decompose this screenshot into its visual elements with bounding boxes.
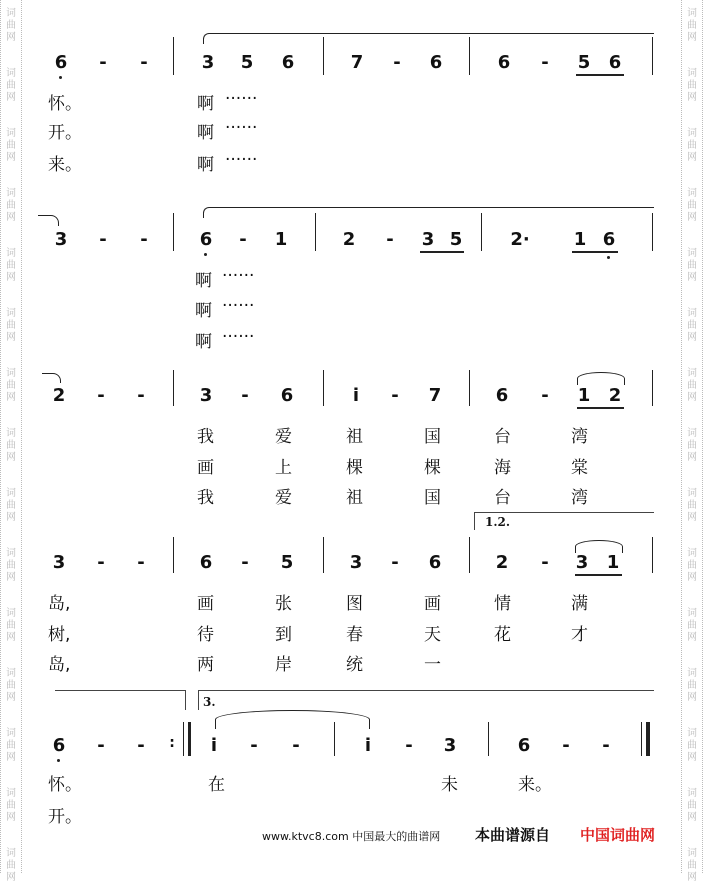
barline — [173, 37, 174, 75]
lyric: 岛, — [48, 655, 71, 675]
watermark-text: 词 曲 网 — [687, 188, 697, 223]
note: 5 — [449, 229, 463, 250]
note: 3 — [201, 52, 215, 73]
note: 6 — [497, 52, 511, 73]
watermark-text: 词 曲 网 — [687, 308, 697, 343]
note: 6 — [281, 52, 295, 73]
watermark-text: 词 曲 网 — [6, 8, 16, 43]
note: i — [364, 735, 372, 756]
lyric: 一 — [424, 655, 441, 675]
watermark-text: 词 曲 网 — [687, 488, 697, 523]
lyric: 我 — [197, 488, 214, 508]
barline — [652, 370, 653, 406]
barline — [323, 370, 324, 406]
barline — [315, 213, 316, 251]
watermark-text: 词 曲 网 — [687, 788, 697, 823]
source-label: 本曲谱源自 — [475, 826, 551, 844]
note: 6 — [608, 52, 622, 73]
note: 3 — [52, 552, 66, 573]
volta-bracket — [198, 690, 654, 691]
lyric: 祖 — [346, 427, 363, 447]
note: 7 — [350, 52, 364, 73]
lyric: 怀。 — [48, 94, 82, 114]
volta-label: 1.2. — [485, 515, 511, 529]
note: - — [541, 552, 549, 573]
note: - — [541, 52, 549, 73]
left-watermark-strip — [0, 0, 22, 883]
note: 6 — [52, 735, 66, 756]
note: - — [97, 735, 105, 756]
lyric: 棵 — [346, 458, 363, 478]
barline — [481, 213, 482, 251]
repeat-sign: : — [169, 735, 175, 751]
lyric: ······ — [222, 266, 255, 286]
lyric: 上 — [275, 458, 292, 478]
underline — [575, 574, 622, 576]
barline — [323, 37, 324, 75]
watermark-text: 词 曲 网 — [687, 548, 697, 583]
watermark-text: 词 曲 网 — [687, 608, 697, 643]
note: 6 — [429, 52, 443, 73]
lyric: 两 — [197, 655, 214, 675]
watermark-text: 词 曲 网 — [6, 488, 16, 523]
final-barline — [641, 722, 642, 756]
barline — [652, 37, 653, 75]
lyric: 台 — [494, 427, 511, 447]
note: 3 — [199, 385, 213, 406]
note: - — [391, 385, 399, 406]
lyric: 来。 — [48, 155, 82, 175]
lyric: ······ — [225, 150, 258, 170]
watermark-text: 词 曲 网 — [6, 548, 16, 583]
watermark-text: 词 曲 网 — [6, 668, 16, 703]
note: 5 — [577, 52, 591, 73]
lyric: 爱 — [275, 488, 292, 508]
lyric: ······ — [222, 327, 255, 347]
note: 3 — [443, 735, 457, 756]
note: - — [137, 385, 145, 406]
lyric: 爱 — [275, 427, 292, 447]
barline — [488, 722, 489, 756]
lyric: 画 — [197, 594, 214, 614]
note: 1 — [577, 385, 591, 406]
lyric: 来。 — [518, 775, 552, 795]
note: 2 — [608, 385, 622, 406]
note: - — [405, 735, 413, 756]
lyric: 啊 — [197, 123, 214, 143]
note: - — [140, 52, 148, 73]
note: 7 — [428, 385, 442, 406]
watermark-text: 词 曲 网 — [6, 428, 16, 463]
underline — [576, 74, 624, 76]
lyric: 湾 — [571, 427, 588, 447]
note: 3 — [54, 229, 68, 250]
lyric: 祖 — [346, 488, 363, 508]
underline — [577, 407, 624, 409]
note: 1 — [606, 552, 620, 573]
barline — [173, 370, 174, 406]
brand-name[interactable]: 中国词曲网 — [580, 826, 656, 844]
note: - — [99, 229, 107, 250]
watermark-text: 词 曲 网 — [687, 68, 697, 103]
barline — [469, 370, 470, 406]
lyric: 湾 — [571, 488, 588, 508]
note: 6 — [602, 229, 616, 250]
watermark-text: 词 曲 网 — [6, 308, 16, 343]
note: - — [97, 552, 105, 573]
note: 3 — [421, 229, 435, 250]
low-octave-dot — [59, 76, 62, 79]
note: - — [541, 385, 549, 406]
lyric: 统 — [346, 655, 363, 675]
note: 3 — [349, 552, 363, 573]
note: 6 — [199, 552, 213, 573]
note: 5 — [280, 552, 294, 573]
volta-bracket — [185, 690, 186, 710]
note: 3 — [575, 552, 589, 573]
note: - — [391, 552, 399, 573]
lyric: 岸 — [275, 655, 292, 675]
lyric: 棠 — [571, 458, 588, 478]
barline — [652, 537, 653, 573]
final-barline — [646, 722, 650, 756]
note: i — [352, 385, 360, 406]
lyric: 画 — [197, 458, 214, 478]
lyric: 啊 — [195, 301, 212, 321]
note: - — [562, 735, 570, 756]
lyric: 春 — [346, 625, 363, 645]
watermark-text: 词 曲 网 — [687, 668, 697, 703]
note: 6 — [199, 229, 213, 250]
low-octave-dot — [204, 253, 207, 256]
note: - — [239, 229, 247, 250]
note: 2· — [510, 229, 530, 250]
note: - — [97, 385, 105, 406]
tie — [42, 373, 61, 383]
note: - — [393, 52, 401, 73]
watermark-text: 词 曲 网 — [687, 8, 697, 43]
note: 2 — [52, 385, 66, 406]
volta-bracket — [474, 512, 654, 513]
lyric: ······ — [222, 296, 255, 316]
lyric: 天 — [424, 625, 441, 645]
lyric: 啊 — [197, 94, 214, 114]
lyric: 怀。 — [48, 775, 82, 795]
watermark-text: 词 曲 网 — [6, 68, 16, 103]
lyric: 到 — [275, 625, 292, 645]
lyric: 我 — [197, 427, 214, 447]
note: - — [140, 229, 148, 250]
volta-bracket — [55, 690, 185, 691]
lyric: 花 — [494, 625, 511, 645]
note: - — [241, 552, 249, 573]
barline — [469, 537, 470, 573]
note: 6 — [280, 385, 294, 406]
lyric: 张 — [275, 594, 292, 614]
note: - — [137, 552, 145, 573]
watermark-text: 词 曲 网 — [6, 608, 16, 643]
slur — [577, 372, 625, 385]
lyric: 满 — [571, 594, 588, 614]
note: 2 — [495, 552, 509, 573]
barline — [173, 537, 174, 573]
watermark-text: 词 曲 网 — [687, 728, 697, 763]
lyric: 国 — [424, 488, 441, 508]
lyric: ······ — [225, 89, 258, 109]
watermark-text: 词 曲 网 — [687, 248, 697, 283]
note: i — [210, 735, 218, 756]
lyric: 树, — [48, 625, 71, 645]
lyric: 啊 — [195, 271, 212, 291]
note: 1 — [274, 229, 288, 250]
note: - — [602, 735, 610, 756]
lyric: 才 — [571, 625, 588, 645]
watermark-text: 词 曲 网 — [6, 728, 16, 763]
note: 2 — [342, 229, 356, 250]
low-octave-dot — [607, 256, 610, 259]
watermark-text: 词 曲 网 — [6, 188, 16, 223]
lyric: 棵 — [424, 458, 441, 478]
tie — [38, 215, 59, 226]
volta-bracket — [474, 512, 475, 530]
barline — [334, 722, 335, 756]
lyric: 国 — [424, 427, 441, 447]
watermark-text: 词 曲 网 — [687, 848, 697, 883]
lyric: 图 — [346, 594, 363, 614]
lyric: 开。 — [48, 807, 82, 827]
lyric: 啊 — [195, 332, 212, 352]
barline — [188, 722, 191, 756]
barline — [652, 213, 653, 251]
watermark-text: 词 曲 网 — [6, 368, 16, 403]
slur — [215, 710, 370, 729]
note: - — [99, 52, 107, 73]
watermark-text: 词 曲 网 — [6, 128, 16, 163]
note: 6 — [495, 385, 509, 406]
note: - — [241, 385, 249, 406]
barline — [183, 722, 184, 756]
lyric: 在 — [208, 775, 225, 795]
lyric: 海 — [494, 458, 511, 478]
watermark-text: 词 曲 网 — [687, 128, 697, 163]
note: 6 — [428, 552, 442, 573]
watermark-text: 词 曲 网 — [6, 848, 16, 883]
lyric: ······ — [225, 118, 258, 138]
low-octave-dot — [57, 759, 60, 762]
lyric: 未 — [441, 775, 458, 795]
volta-label: 3. — [203, 695, 216, 709]
watermark-text: 词 曲 网 — [687, 368, 697, 403]
lyric: 啊 — [197, 155, 214, 175]
note: 6 — [517, 735, 531, 756]
underline — [572, 251, 618, 253]
note: 5 — [240, 52, 254, 73]
lyric: 开。 — [48, 123, 82, 143]
note: - — [386, 229, 394, 250]
note: 1 — [573, 229, 587, 250]
barline — [469, 37, 470, 75]
lyric: 情 — [494, 594, 511, 614]
site-credit: www.ktvc8.com 中国最大的曲谱网 — [262, 830, 441, 843]
lyric: 岛, — [48, 594, 71, 614]
note: - — [250, 735, 258, 756]
right-watermark-strip — [681, 0, 703, 883]
underline — [420, 251, 464, 253]
barline — [173, 213, 174, 251]
watermark-text: 词 曲 网 — [687, 428, 697, 463]
volta-bracket — [198, 690, 199, 710]
note: - — [292, 735, 300, 756]
lyric: 台 — [494, 488, 511, 508]
lyric: 待 — [197, 625, 214, 645]
note: - — [137, 735, 145, 756]
lyric: 画 — [424, 594, 441, 614]
note: 6 — [54, 52, 68, 73]
watermark-text: 词 曲 网 — [6, 248, 16, 283]
tie — [203, 207, 654, 218]
watermark-text: 词 曲 网 — [6, 788, 16, 823]
tie — [203, 33, 654, 44]
barline — [323, 537, 324, 573]
